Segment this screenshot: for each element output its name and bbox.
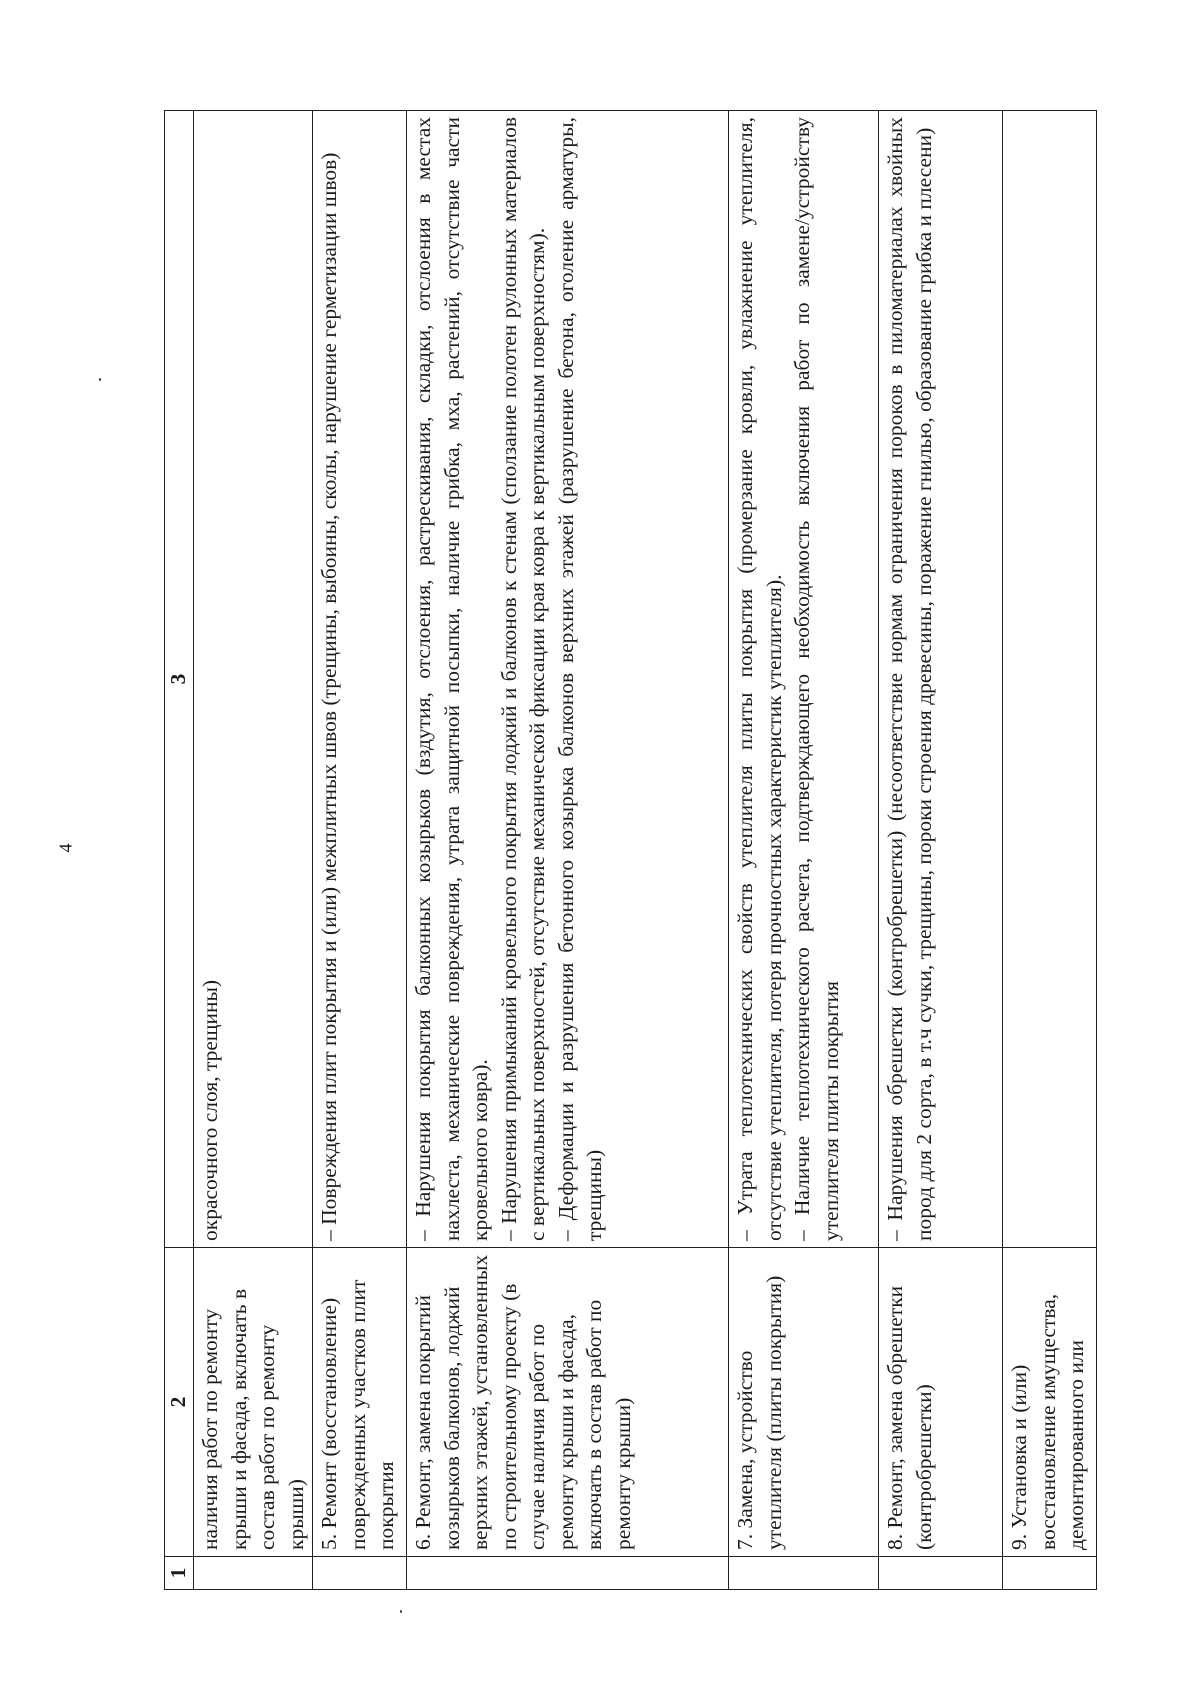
cell-col-3 — [407, 111, 729, 1248]
scan-speck — [400, 1610, 402, 1613]
defect-text: – Наличие теплотехнического расчета, подтверждающего необходимость включения работ по замене/устройству утеплителя плиты покрытия — [790, 117, 843, 1241]
header-col-3: 3 — [165, 111, 194, 1248]
defects-table — [164, 110, 1097, 1590]
cell-col-2: 9. Установка и (или) восстановление имущества, демонтированного или — [1003, 1248, 1097, 1557]
cell-col-3 — [879, 111, 1003, 1248]
defect-text: – Нарушения покрытия балконных козырьков (вздутия, отслоения, растрескивания, складки, отслоения в местах нахлеста, механические повреждения, утрата защитной посыпки, наличие грибка, мха, растений, отсутствие части кровельного ковра). — [411, 117, 492, 1241]
defect-text: – Нарушения обрешетки (контробрешетки) (несоответствие нормам ограничения пороков в пиломатериалах хвойных пород для 2 сорта, в т.ч сучки, трещины, пороки строения древесины, поражение гнилью, образование грибка и плесени) — [883, 117, 936, 1241]
table-row — [1003, 111, 1097, 1590]
header-row — [165, 111, 194, 1590]
cell-col-2: 5. Ремонт (восстановление) поврежденных участков плит покрытия — [313, 1248, 407, 1557]
cell-col-2: 7. Замена, устройство утеплителя (плиты покрытия) — [729, 1248, 879, 1557]
cell-col-1 — [879, 1557, 1003, 1590]
table-row — [313, 111, 407, 1590]
cell-col-1 — [1003, 1557, 1097, 1590]
defect-text: – Утрата теплотехнических свойств утеплителя плиты покрытия (промерзание кровли, увлажнение утеплителя, отсутствие утеплителя, потеря прочностных характеристик утеплителя). — [733, 117, 786, 1241]
table-row — [407, 111, 729, 1590]
cell-col-1 — [313, 1557, 407, 1590]
cell-col-2: 8. Ремонт, замена обрешетки (контробрешетки) — [879, 1248, 1003, 1557]
page-number: 4 — [55, 843, 76, 853]
cell-col-1 — [407, 1557, 729, 1590]
cell-col-3 — [729, 111, 879, 1248]
defect-text: – Деформации и разрушения бетонного козырька балконов верхних этажей (разрушение бетона, оголение арматуры, трещины) — [553, 117, 606, 1241]
cell-col-3 — [194, 111, 313, 1248]
header-col-2: 2 — [165, 1248, 194, 1557]
defect-text: окрасочного слоя, трещины) — [198, 979, 222, 1241]
cell-col-3 — [1003, 111, 1097, 1248]
cell-col-1 — [729, 1557, 879, 1590]
cell-col-2: наличия работ по ремонту крыши и фасада, включать в состав работ по ремонту крыши) — [194, 1248, 313, 1557]
cell-col-3 — [313, 111, 407, 1248]
defect-text: – Повреждения плит покрытия и (или) межплитных швов (трещины, выбоины, сколы, нарушение герметизации швов) — [317, 152, 341, 1241]
table-row — [194, 111, 313, 1590]
cell-col-1 — [194, 1557, 313, 1590]
header-col-1: 1 — [165, 1557, 194, 1590]
cell-col-2: 6. Ремонт, замена покрытий козырьков балконов, лоджий верхних этажей, установленных по строительному проекту (в случае наличия работ по ремонту крыши и фасада, включать в состав работ по ремонту крыши) — [407, 1248, 729, 1557]
rotated-page-content — [164, 110, 1124, 1590]
table-row — [729, 111, 879, 1590]
scan-speck — [99, 378, 101, 381]
defect-text: – Нарушения примыканий кровельного покрытия лоджий и балконов к стенам (сползание полотен рулонных материалов с вертикальных поверхностей, отсутствие механической фиксации края ковра к вертикальным поверхностям). — [496, 117, 549, 1241]
table-row — [879, 111, 1003, 1590]
